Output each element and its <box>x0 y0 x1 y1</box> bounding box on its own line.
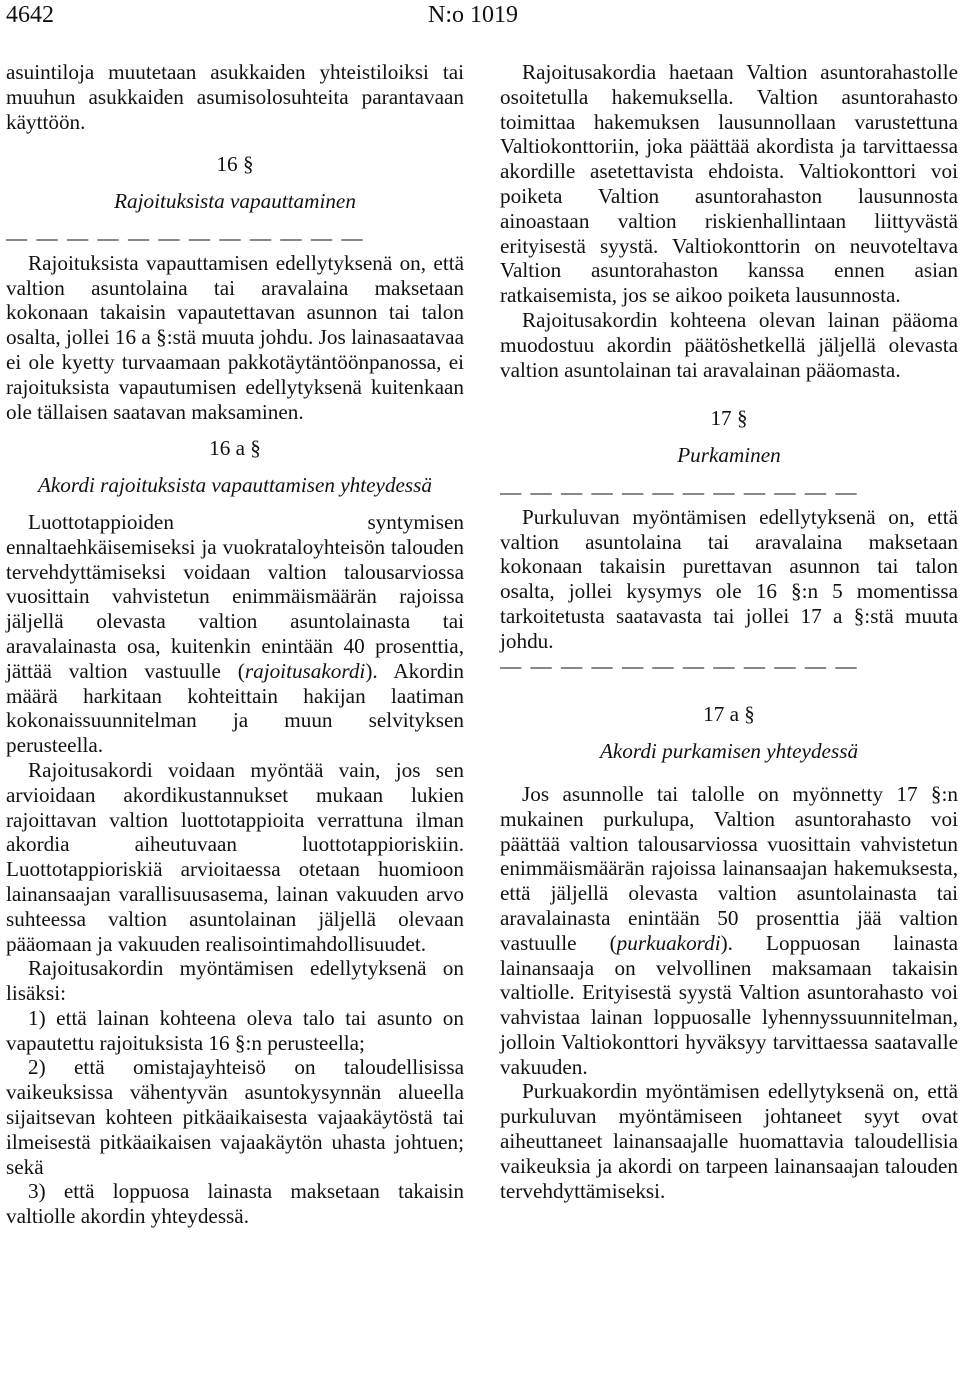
page-number: 4642 <box>6 2 54 28</box>
section-17a-title: Akordi purkamisen yhteydessä <box>599 739 859 764</box>
paragraph-text: Jos asunnolle tai talolle on myönnetty 17 §:n mukainen purkulupa, Valtion asuntorahasto voi päättää valtion talousarviossa vuosittain vahvistetun enimmäismäärän rajoissa lainansaajan hakemuksesta, että jäljellä olevasta valtion asuntolainasta tai aravalainasta enintään 50 prosenttia jää valtion vastuulle ( <box>500 781 958 955</box>
document-number: N:o 1019 <box>428 2 518 28</box>
omission-dashes: — — — — — — — — — — — — <box>6 225 365 250</box>
right-paragraph-1: Rajoitusakordia haetaan Valtion asuntorahastolle osoitetulla hakemuksella. Valtion asuntorahasto toimittaa hakemuksen lausunnollaan varustettuna Valtiokonttoriin, joka päättää akordista ja tarvittaessa akordille asetettavista ehdoista. Valtiokonttori voi poiketa Valtion asuntorahaston lausunnosta ainoastaan valtion riskienhallintaan liittyvästä erityisestä syystä. Valtiokonttorin on neuvoteltava Valtion asuntorahaston kanssa ennen asian ratkaisemista, jos se aikoo poiketa lausunnosta. <box>500 60 958 308</box>
defined-term: purkuakordi <box>616 930 721 955</box>
section-16a-number: 16 a § <box>209 436 261 461</box>
section-17-title: Purkaminen <box>677 443 781 468</box>
omission-dashes: — — — — — — — — — — — — <box>500 653 859 678</box>
section-16a-paragraph-1 <box>6 510 464 758</box>
section-16a-paragraph-3: Rajoitusakordin myöntämisen edellytyksenä on lisäksi: <box>6 956 464 1006</box>
section-16-title: Rajoituksista vapauttaminen <box>114 189 356 214</box>
section-16-body: Rajoituksista vapauttamisen edellytyksenä on, että valtion asuntolaina tai aravalaina maksetaan kokonaan takaisin vapautettavan asunnon tai talon osalta, jollei 16 a §:stä muuta johdu. Jos lainasaatavaa ei ole kyetty turvaamaan pakkotäytäntöönpanossa, ei rajoituksista vapautumisen edellytyksenä kuitenkaan ole tällaisen saatavan maksaminen. <box>6 250 464 424</box>
section-17a-paragraph-1 <box>500 782 958 1080</box>
omission-dashes: — — — — — — — — — — — — <box>500 479 859 504</box>
list-item: 3) että loppuosa lainasta maksetaan takaisin valtiolle akordin yhteydessä. <box>6 1179 464 1229</box>
section-16-number: 16 § <box>216 152 254 177</box>
paragraph-text: Luottotappioiden syntymisen ennaltaehkäisemiseksi ja vuokrataloyhteisön talouden tervehdyttämiseksi voidaan valtion talousarviossa vuosittain vahvistetun enimmäismäärän rajoissa jäljellä olevasta valtion asuntolainasta tai aravalainasta osa, kuitenkin enintään 40 prosenttia, jättää valtion vastuulle ( <box>6 509 464 683</box>
paragraph-text: ). Akordin määrä harkitaan kohteittain hakijan laatiman kokonaissuunnitelman ja muun selvityksen perusteella. <box>6 658 464 758</box>
section-16a-title: Akordi rajoituksista vapauttamisen yhteydessä <box>37 473 433 498</box>
list-item: 2) että omistajayhteisö on taloudellisissa vaikeuksissa vähentyvän asuntokysynnän alueella sijaitsevan kohteen pitkäaikaisesta vajaakäytöstä tai ilmeisestä pitkäaikaisen vajaakäytön uhasta johtuen; sekä <box>6 1055 464 1179</box>
paragraph-text: ). Loppuosan lainasta lainansaaja on velvollinen maksamaan takaisin valtiolle. Erityisestä syystä Valtion asuntorahasto voi vahvistaa lainan loppuosalle lyhennyssuunnitelman, jolloin Valtiokonttori hyväksyy tarvittaessa saatavalle vakuuden. <box>500 930 958 1079</box>
intro-paragraph: asuintiloja muutetaan asukkaiden yhteistiloiksi tai muuhun asukkaiden asumisolosuhteita parantavaan käyttöön. <box>6 60 464 134</box>
page-header <box>0 0 960 30</box>
section-17a-paragraph-2: Purkuakordin myöntämisen edellytyksenä on, että purkuluvan myöntämiseen johtaneet syyt ovat aiheuttaneet lainansaajalle huomattavia taloudellisia vaikeuksia ja akordi on tarpeen lainansaajan talouden tervehdyttämiseksi. <box>500 1079 958 1203</box>
list-item: 1) että lainan kohteena oleva talo tai asunto on vapautettu rajoituksista 16 §:n perusteella; <box>6 1005 464 1055</box>
section-16a-paragraph-2: Rajoitusakordi voidaan myöntää vain, jos sen arvioidaan akordikustannukset mukaan lukien rajoittavan valtion luottotappioita verrattuna ilman akordia aiheutuvaan luottotappioriskiin. Luottotappioriskiä arvioitaessa otetaan huomioon lainansaajan varallisuusasema, lainan vakuuden arvo suhteessa valtion asuntolainan jäljellä olevaan pääomaan ja vakuuden realisointimahdollisuudet. <box>6 757 464 956</box>
section-17-number: 17 § <box>710 406 748 431</box>
right-column <box>500 60 958 1203</box>
right-paragraph-2: Rajoitusakordin kohteena olevan lainan pääoma muodostuu akordin päätöshetkellä jäljellä olevasta valtion asuntolainan tai aravalainan pääomasta. <box>500 307 958 382</box>
section-17a-number: 17 a § <box>703 702 755 727</box>
section-17-body: Purkuluvan myöntämisen edellytyksenä on, että valtion asuntolaina tai aravalaina maksetaan kokonaan takaisin purettavan asunnon tai talon osalta, jollei kysymys ole 16 §:n 5 momentissa tarkoitetusta saatavasta tai jollei 17 a §:stä muuta johdu. <box>500 504 958 653</box>
left-column <box>6 60 464 1229</box>
defined-term: rajoitusakordi <box>244 658 366 683</box>
